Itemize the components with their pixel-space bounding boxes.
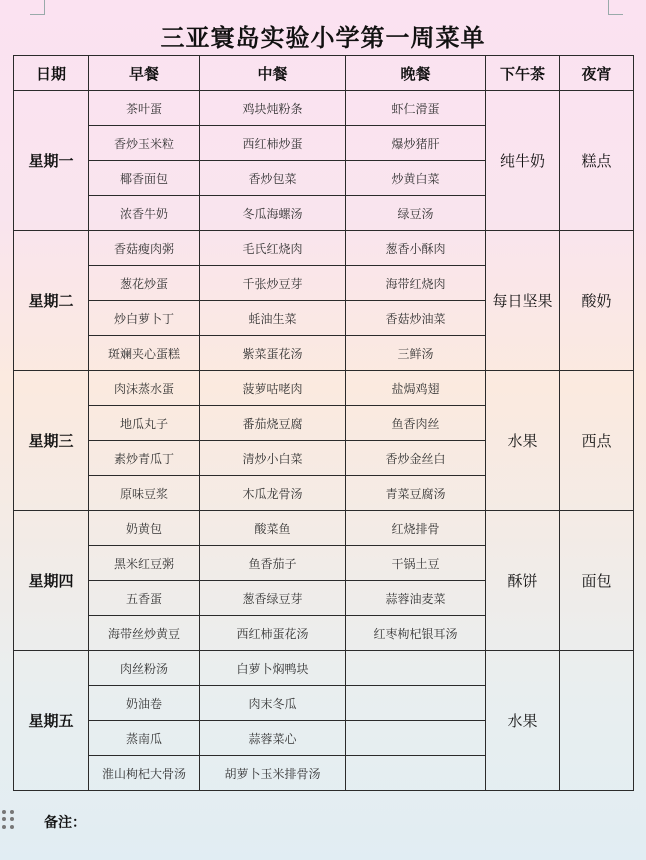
lunch-cell: 千张炒豆芽 bbox=[200, 266, 346, 301]
breakfast-cell: 肉丝粉汤 bbox=[89, 651, 200, 686]
breakfast-cell: 素炒青瓜丁 bbox=[89, 441, 200, 476]
lunch-cell: 葱香绿豆芽 bbox=[200, 581, 346, 616]
header-date: 日期 bbox=[14, 56, 89, 91]
lunch-cell: 紫菜蛋花汤 bbox=[200, 336, 346, 371]
afternoon-tea-cell: 酥饼 bbox=[486, 511, 560, 651]
lunch-cell: 鸡块炖粉条 bbox=[200, 91, 346, 126]
dinner-cell: 三鲜汤 bbox=[346, 336, 486, 371]
breakfast-cell: 斑斓夹心蛋糕 bbox=[89, 336, 200, 371]
breakfast-cell: 肉沫蒸水蛋 bbox=[89, 371, 200, 406]
day-cell: 星期一 bbox=[14, 91, 89, 231]
night-snack-cell: 西点 bbox=[560, 371, 634, 511]
breakfast-cell: 椰香面包 bbox=[89, 161, 200, 196]
day-cell: 星期三 bbox=[14, 371, 89, 511]
breakfast-cell: 五香蛋 bbox=[89, 581, 200, 616]
night-snack-cell bbox=[560, 651, 634, 791]
breakfast-cell: 地瓜丸子 bbox=[89, 406, 200, 441]
dinner-cell: 虾仁滑蛋 bbox=[346, 91, 486, 126]
dinner-cell: 鱼香肉丝 bbox=[346, 406, 486, 441]
dinner-cell: 香菇炒油菜 bbox=[346, 301, 486, 336]
day-cell: 星期五 bbox=[14, 651, 89, 791]
dinner-cell: 红枣枸杞银耳汤 bbox=[346, 616, 486, 651]
dinner-cell: 绿豆汤 bbox=[346, 196, 486, 231]
lunch-cell: 冬瓜海螺汤 bbox=[200, 196, 346, 231]
afternoon-tea-cell: 水果 bbox=[486, 371, 560, 511]
night-snack-cell: 酸奶 bbox=[560, 231, 634, 371]
page-corner-mark-left bbox=[30, 0, 45, 15]
dinner-cell: 爆炒猪肝 bbox=[346, 126, 486, 161]
lunch-cell: 胡萝卜玉米排骨汤 bbox=[200, 756, 346, 791]
lunch-cell: 白萝卜焖鸭块 bbox=[200, 651, 346, 686]
lunch-cell: 蚝油生菜 bbox=[200, 301, 346, 336]
day-cell: 星期四 bbox=[14, 511, 89, 651]
dinner-cell: 青菜豆腐汤 bbox=[346, 476, 486, 511]
lunch-cell: 香炒包菜 bbox=[200, 161, 346, 196]
breakfast-cell: 浓香牛奶 bbox=[89, 196, 200, 231]
dinner-cell: 干锅土豆 bbox=[346, 546, 486, 581]
lunch-cell: 清炒小白菜 bbox=[200, 441, 346, 476]
dinner-cell bbox=[346, 651, 486, 686]
dinner-cell bbox=[346, 721, 486, 756]
lunch-cell: 鱼香茄子 bbox=[200, 546, 346, 581]
table-row bbox=[14, 651, 634, 686]
header-night-snack: 夜宵 bbox=[560, 56, 634, 91]
header-lunch: 中餐 bbox=[200, 56, 346, 91]
lunch-cell: 木瓜龙骨汤 bbox=[200, 476, 346, 511]
drag-handle-icon[interactable] bbox=[2, 810, 16, 830]
page-corner-mark-right bbox=[608, 0, 623, 15]
header-breakfast: 早餐 bbox=[89, 56, 200, 91]
lunch-cell: 菠萝咕咾肉 bbox=[200, 371, 346, 406]
lunch-cell: 西红柿炒蛋 bbox=[200, 126, 346, 161]
afternoon-tea-cell: 每日坚果 bbox=[486, 231, 560, 371]
breakfast-cell: 奶油卷 bbox=[89, 686, 200, 721]
breakfast-cell: 香菇瘦肉粥 bbox=[89, 231, 200, 266]
breakfast-cell: 原味豆浆 bbox=[89, 476, 200, 511]
breakfast-cell: 炒白萝卜丁 bbox=[89, 301, 200, 336]
lunch-cell: 番茄烧豆腐 bbox=[200, 406, 346, 441]
breakfast-cell: 海带丝炒黄豆 bbox=[89, 616, 200, 651]
breakfast-cell: 淮山枸杞大骨汤 bbox=[89, 756, 200, 791]
table-row bbox=[14, 91, 634, 126]
afternoon-tea-cell: 水果 bbox=[486, 651, 560, 791]
menu-table bbox=[13, 55, 634, 791]
breakfast-cell: 香炒玉米粒 bbox=[89, 126, 200, 161]
lunch-cell: 西红柿蛋花汤 bbox=[200, 616, 346, 651]
dinner-cell: 盐焗鸡翅 bbox=[346, 371, 486, 406]
header-dinner: 晚餐 bbox=[346, 56, 486, 91]
lunch-cell: 肉末冬瓜 bbox=[200, 686, 346, 721]
dinner-cell: 香炒金丝白 bbox=[346, 441, 486, 476]
lunch-cell: 毛氏红烧肉 bbox=[200, 231, 346, 266]
breakfast-cell: 葱花炒蛋 bbox=[89, 266, 200, 301]
table-row bbox=[14, 371, 634, 406]
dinner-cell: 红烧排骨 bbox=[346, 511, 486, 546]
dinner-cell bbox=[346, 756, 486, 791]
night-snack-cell: 面包 bbox=[560, 511, 634, 651]
lunch-cell: 酸菜鱼 bbox=[200, 511, 346, 546]
dinner-cell: 葱香小酥肉 bbox=[346, 231, 486, 266]
breakfast-cell: 茶叶蛋 bbox=[89, 91, 200, 126]
table-row bbox=[14, 511, 634, 546]
note-label: 备注： bbox=[44, 815, 86, 831]
dinner-cell: 海带红烧肉 bbox=[346, 266, 486, 301]
breakfast-cell: 奶黄包 bbox=[89, 511, 200, 546]
header-afternoon-tea: 下午茶 bbox=[486, 56, 560, 91]
afternoon-tea-cell: 纯牛奶 bbox=[486, 91, 560, 231]
day-cell: 星期二 bbox=[14, 231, 89, 371]
breakfast-cell: 黑米红豆粥 bbox=[89, 546, 200, 581]
page-title: 三亚寰岛实验小学第一周菜单 bbox=[160, 24, 486, 52]
dinner-cell: 炒黄白菜 bbox=[346, 161, 486, 196]
table-row bbox=[14, 231, 634, 266]
lunch-cell: 蒜蓉菜心 bbox=[200, 721, 346, 756]
breakfast-cell: 蒸南瓜 bbox=[89, 721, 200, 756]
night-snack-cell: 糕点 bbox=[560, 91, 634, 231]
dinner-cell: 蒜蓉油麦菜 bbox=[346, 581, 486, 616]
dinner-cell bbox=[346, 686, 486, 721]
header-row bbox=[14, 56, 634, 91]
